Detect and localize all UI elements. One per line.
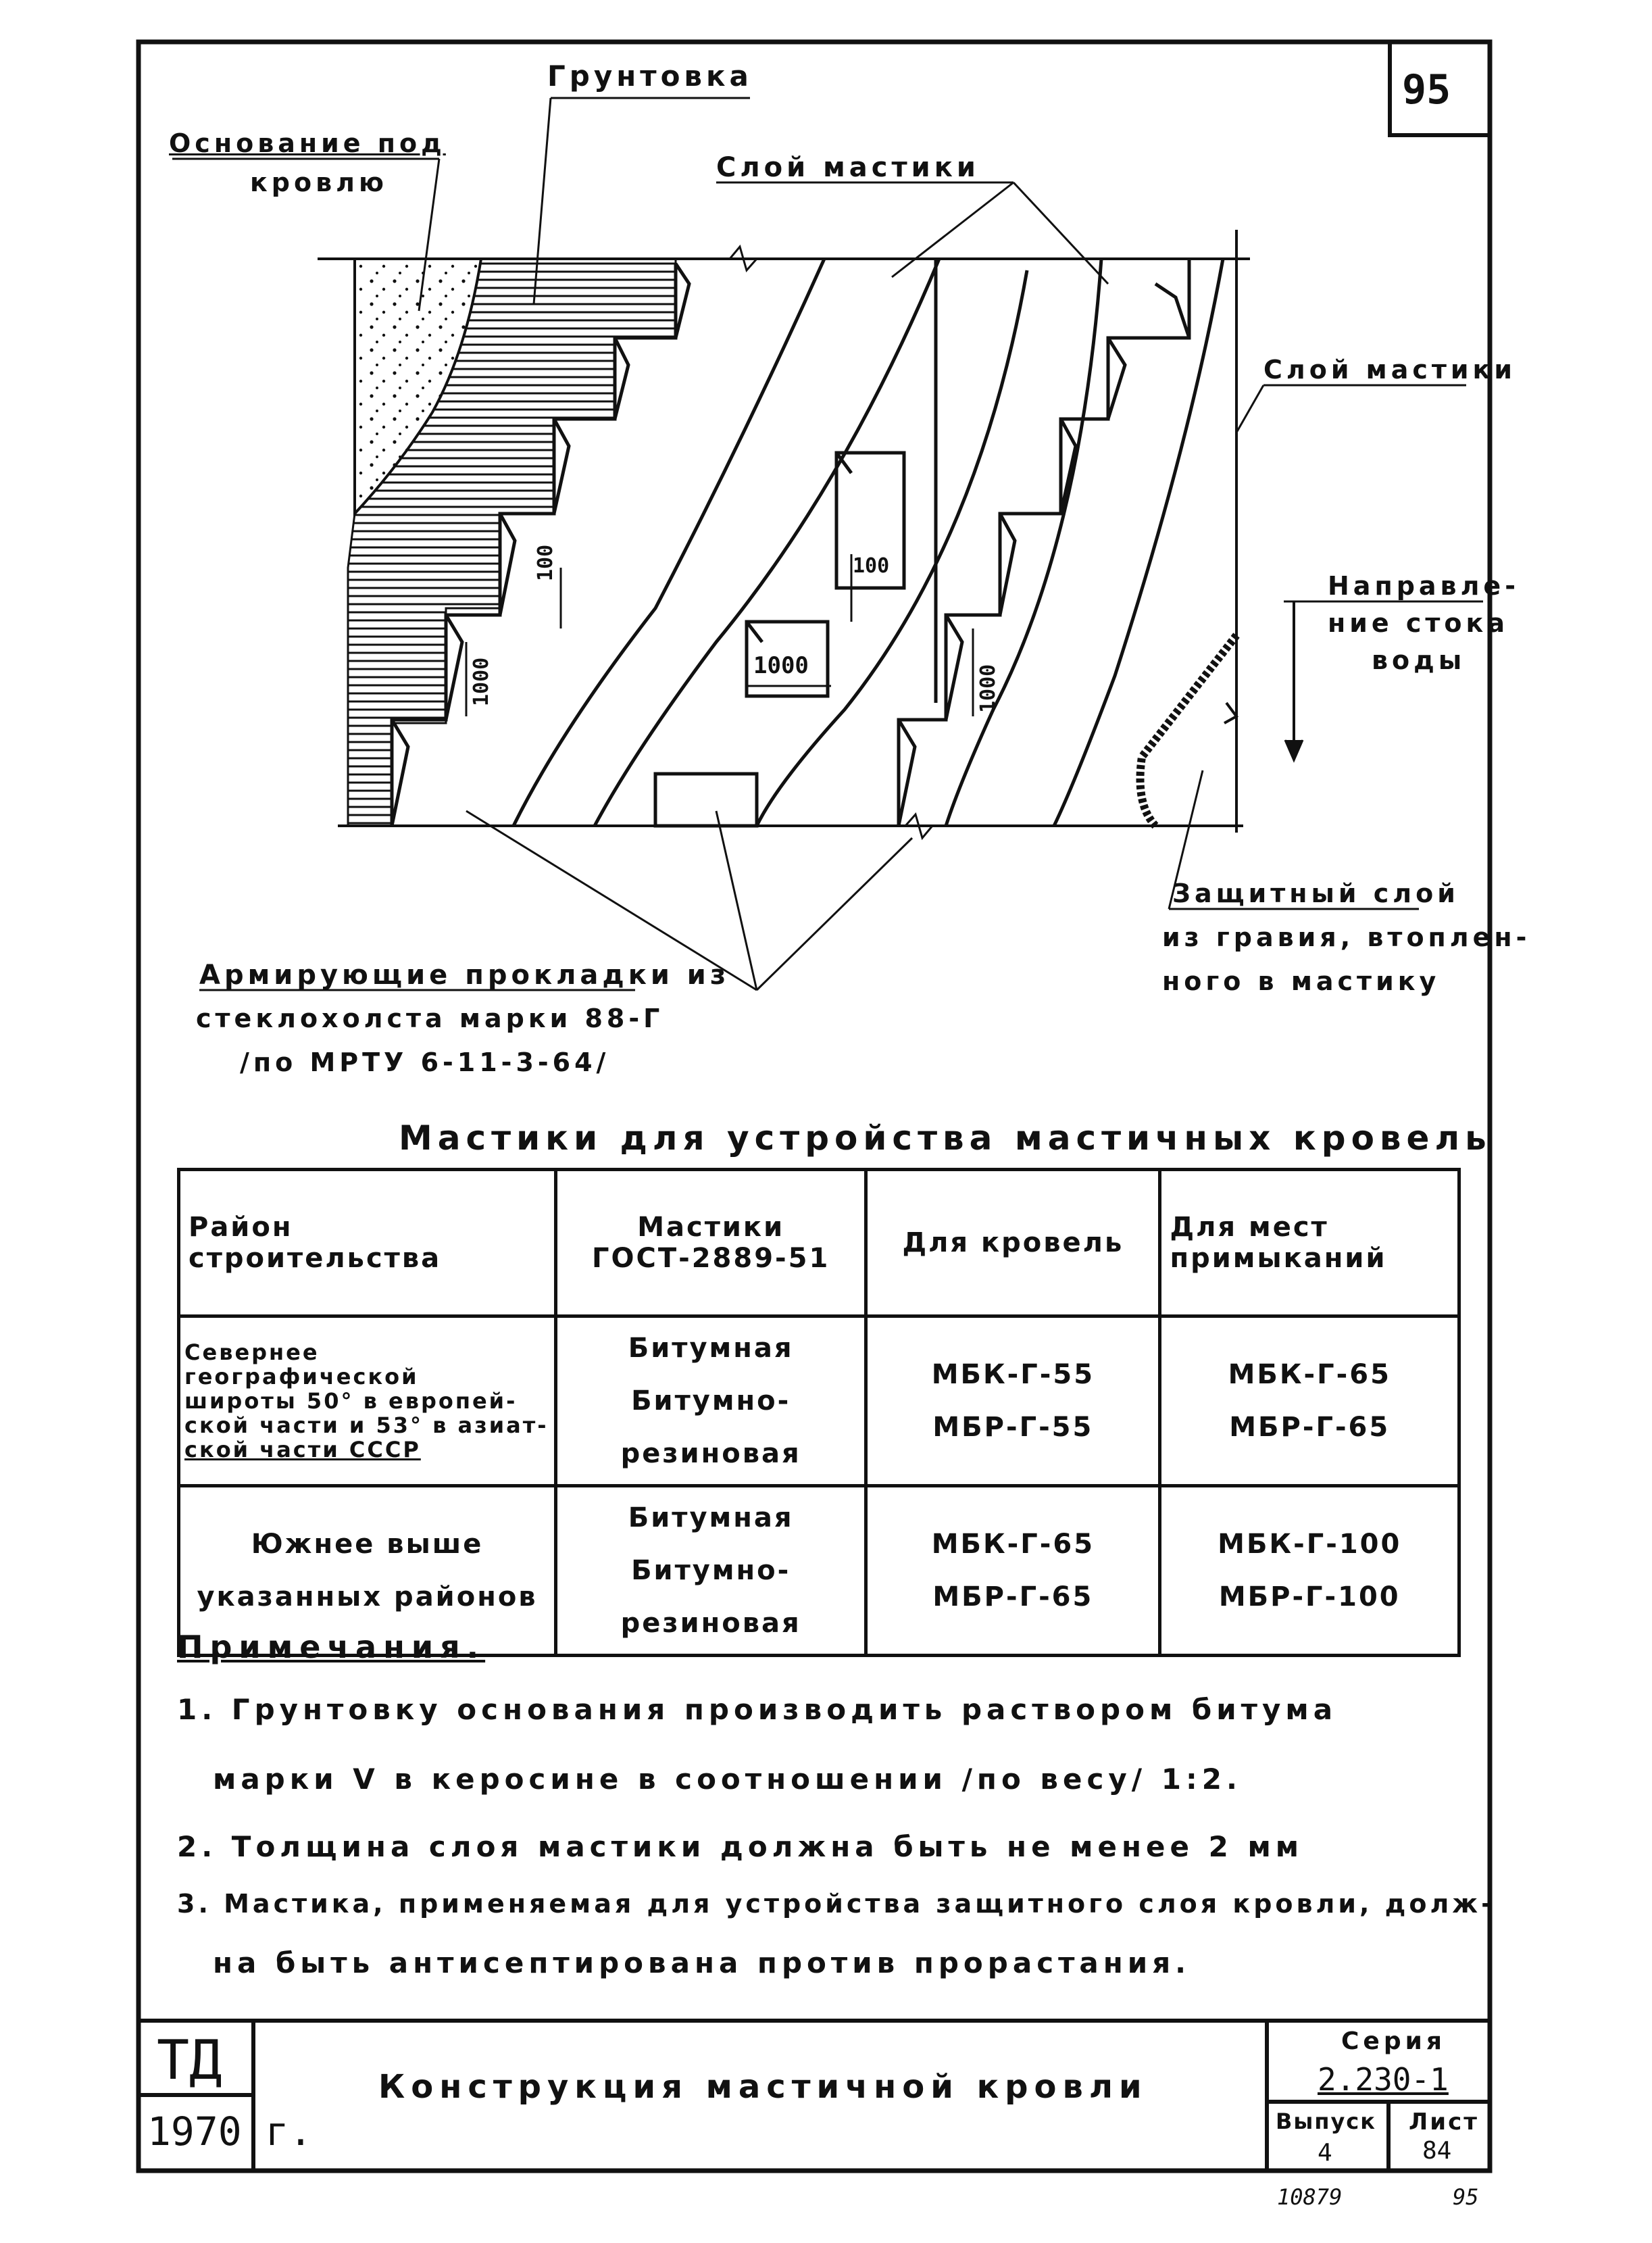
header-region: Район строительства	[179, 1170, 556, 1316]
label-protective-line3: ного в мастику	[1162, 966, 1441, 996]
label-reinforcing-line1: Армирующие прокладки из	[199, 960, 730, 991]
mastics-table	[177, 1168, 1461, 1657]
gravel-layer	[1141, 635, 1237, 826]
footer-inventory-number: 10879	[1277, 2184, 1343, 2210]
label-reinforcing-line3: /по МРТУ 6-11-3-64/	[240, 1047, 610, 1077]
cell-roofs: МБК-Г-55 МБР-Г-55	[866, 1316, 1160, 1486]
dim-1000-left: 1000	[470, 657, 493, 706]
mastic-layer-2-right	[946, 259, 1101, 826]
note-1-line1: 1. Грунтовку основания производить раствором битума	[177, 1693, 1338, 1726]
stamp-sheet-value: 84	[1422, 2137, 1452, 2165]
label-mastic-layers: Слой мастики	[716, 152, 980, 183]
note-3-line2: на быть антисептирована против прорастания.	[213, 1946, 1191, 1979]
stamp-issue-label: Выпуск	[1276, 2109, 1376, 2134]
dim-100-left: 100	[534, 544, 557, 581]
note-2: 2. Толщина слоя мастики должна быть не менее 2 мм	[177, 1830, 1304, 1863]
label-protective-line1: Защитный слой	[1172, 879, 1459, 908]
stamp-title: Конструкция мастичной кровли	[378, 2068, 1148, 2106]
mastic-layer-3-left	[1054, 259, 1223, 826]
mastic-layer-1-right	[595, 259, 939, 826]
cell-mastics: Битумная Битумно-резиновая	[556, 1316, 866, 1486]
cell-region: Севернее географической широты 50° в европей- ской части и 53° в азиат- ской части СССР	[179, 1316, 556, 1486]
cell-region: Южнее выше указанных районов	[179, 1486, 556, 1656]
header-mastics: Мастики ГОСТ-2889-51	[556, 1170, 866, 1316]
note-3-line1: 3. Мастика, применяемая для устройства защитного слоя кровли, долж-	[177, 1889, 1495, 1919]
cell-mastics: Битумная Битумно-резиновая	[556, 1486, 866, 1656]
header-roofs: Для кровель	[866, 1170, 1160, 1316]
label-flow-line1: Направле-	[1328, 571, 1520, 601]
reinforcing-steps-middle	[655, 259, 936, 826]
table-header-row	[179, 1170, 1459, 1316]
footer-page-number: 95	[1453, 2184, 1479, 2210]
stamp-year: 1970 г.	[147, 2109, 313, 2154]
label-flow-line2: ние стока	[1328, 608, 1509, 638]
label-flow-line3: воды	[1372, 645, 1466, 675]
cell-roofs: МБК-Г-65 МБР-Г-65	[866, 1486, 1160, 1656]
reinforcing-steps-right	[899, 259, 1189, 826]
stamp-org: ТД	[157, 2029, 222, 2092]
label-mastic-layer-right: Слой мастики	[1263, 355, 1516, 385]
label-base-line2: кровлю	[250, 168, 388, 197]
cell-junctions: МБК-Г-100 МБР-Г-100	[1160, 1486, 1459, 1656]
dim-1000-middle: 1000	[753, 652, 809, 679]
table-row	[179, 1316, 1459, 1486]
sheet-number: 95	[1402, 66, 1451, 114]
label-base-line1: Основание под	[169, 128, 446, 158]
table-title: Мастики для устройства мастичных кровель	[399, 1118, 1492, 1158]
cell-junctions: МБК-Г-65 МБР-Г-65	[1160, 1316, 1459, 1486]
header-junctions: Для мест примыканий	[1160, 1170, 1459, 1316]
stamp-series-label: Серия	[1341, 2027, 1446, 2055]
dim-100-middle: 100	[853, 554, 890, 578]
stamp-issue-value: 4	[1318, 2139, 1332, 2167]
notes-title: Примечания.	[177, 1629, 486, 1665]
note-1-line2: марки V в керосине в соотношении /по весу/ 1:2.	[213, 1763, 1242, 1796]
label-primer: Грунтовка	[547, 59, 753, 93]
mastic-layer-2-left	[757, 270, 1027, 826]
label-protective-line2: из гравия, втоплен-	[1162, 922, 1531, 952]
stamp-sheet-label: Лист	[1409, 2109, 1479, 2136]
dim-1000-right: 1000	[976, 664, 1000, 713]
label-reinforcing-line2: стеклохолста марки 88-Г	[196, 1004, 664, 1033]
stamp-series-value: 2.230-1	[1318, 2061, 1449, 2098]
